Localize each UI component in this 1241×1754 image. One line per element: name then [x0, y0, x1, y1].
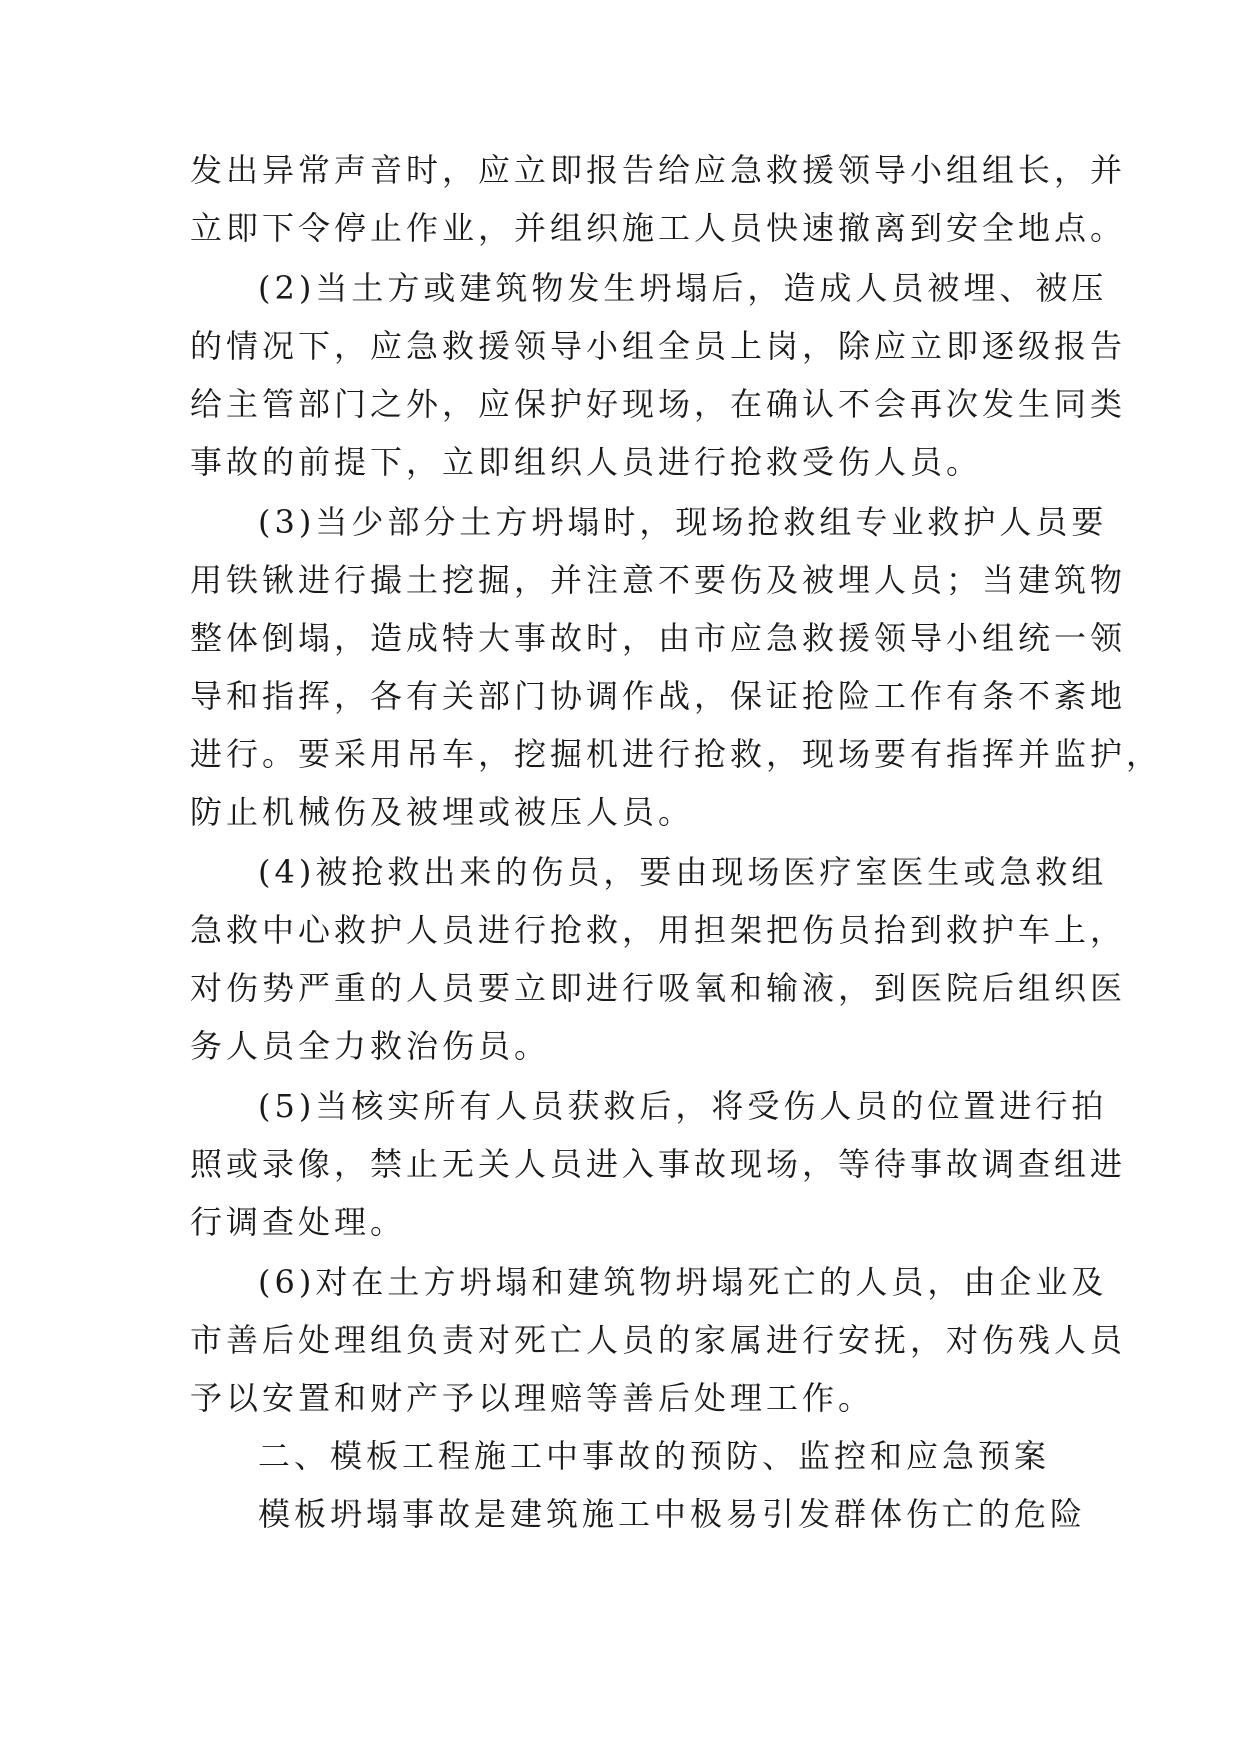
text-line: 急救中心救护人员进行抢救，用担架把伤员抬到救护车上， — [190, 911, 1127, 949]
paragraph-first-line: (2)当土方或建筑物发生坍塌后，造成人员被埋、被压 — [258, 269, 1108, 307]
text-line: 进行。要采用吊车，挖掘机进行抢救，现场要有指挥并监护， — [190, 735, 1163, 773]
text-line: 对伤势严重的人员要立即进行吸氧和输液，到医院后组织医 — [190, 969, 1127, 1007]
paragraph-first-line: (4)被抢救出来的伤员，要由现场医疗室医生或急救组 — [258, 853, 1108, 891]
text-line: 用铁锹进行撮土挖掘，并注意不要伤及被埋人员；当建筑物 — [190, 561, 1127, 599]
text-line: 行调查处理。 — [190, 1203, 407, 1241]
text-line: 防止机械伤及被埋或被压人员。 — [190, 793, 695, 831]
paragraph-first-line: (3)当少部分土方坍塌时，现场抢救组专业救护人员要 — [258, 503, 1108, 541]
text-line: 事故的前提下，立即组织人员进行抢救受伤人员。 — [190, 443, 983, 481]
text-line: 发出异常声音时，应立即报告给应急救援领导小组组长，并 — [190, 151, 1127, 189]
paragraph-first-line: (5)当核实所有人员获救后，将受伤人员的位置进行拍 — [258, 1087, 1108, 1125]
text-line: 市善后处理组负责对死亡人员的家属进行安抚，对伤残人员 — [190, 1321, 1127, 1359]
text-line: 务人员全力救治伤员。 — [190, 1027, 551, 1065]
section-heading: 二、模板工程施工中事故的预防、监控和应急预案 — [258, 1437, 1051, 1475]
paragraph-first-line: 模板坍塌事故是建筑施工中极易引发群体伤亡的危险 — [258, 1495, 1087, 1533]
paragraph-first-line: (6)对在土方坍塌和建筑物坍塌死亡的人员，由企业及 — [258, 1263, 1108, 1301]
text-line: 照或录像，禁止无关人员进入事故现场，等待事故调查组进 — [190, 1145, 1127, 1183]
text-line: 予以安置和财产予以理赔等善后处理工作。 — [190, 1379, 875, 1417]
text-line: 的情况下，应急救援领导小组全员上岗，除应立即逐级报告 — [190, 327, 1127, 365]
text-line: 导和指挥，各有关部门协调作战，保证抢险工作有条不紊地 — [190, 677, 1127, 715]
text-line: 立即下令停止作业，并组织施工人员快速撤离到安全地点。 — [190, 209, 1127, 247]
text-line: 给主管部门之外，应保护好现场，在确认不会再次发生同类 — [190, 385, 1127, 423]
text-line: 整体倒塌，造成特大事故时，由市应急救援领导小组统一领 — [190, 619, 1127, 657]
